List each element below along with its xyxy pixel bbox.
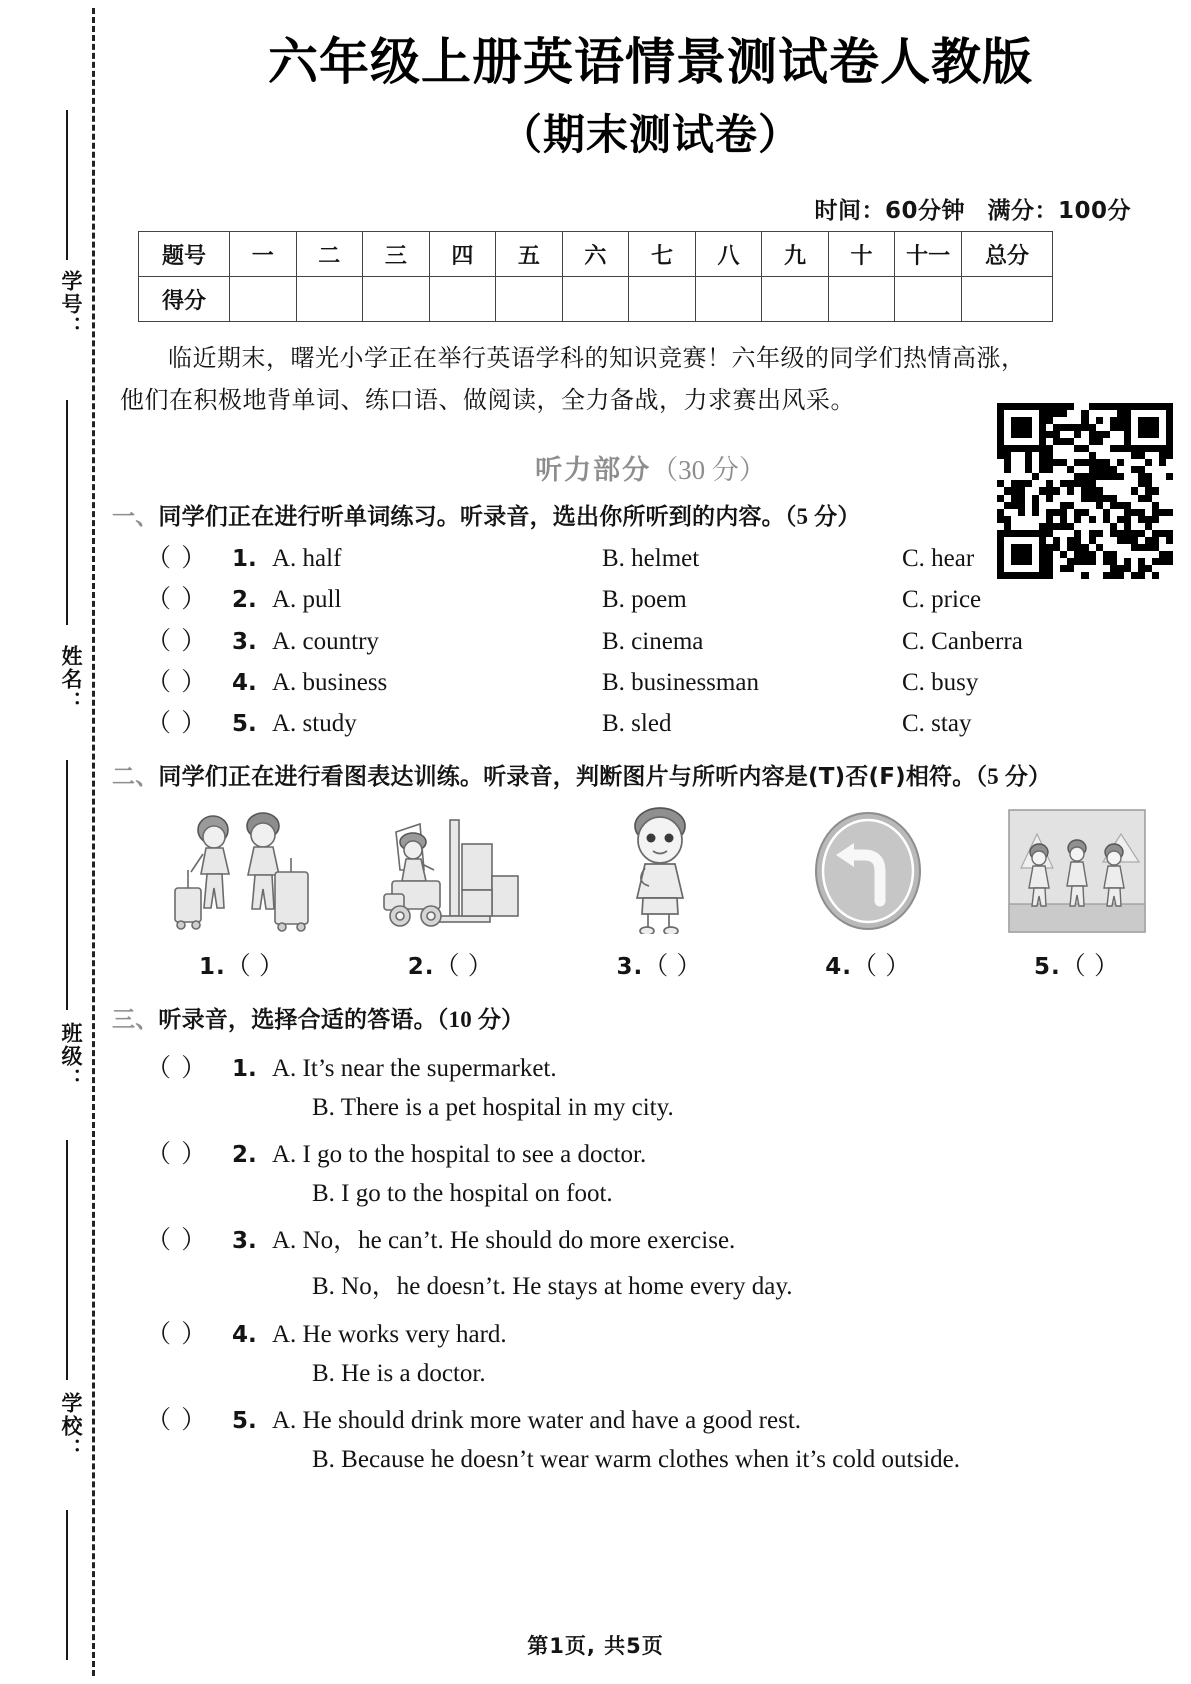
item-number: 1. [232,546,257,573]
option-a[interactable]: A. half [272,545,342,573]
picture-item-3 [580,804,740,982]
score-table-row-label-2: 得分 [139,277,230,322]
option-c[interactable]: C. busy [902,668,979,696]
question-2-header [112,761,1191,793]
time-and-score-line [110,192,1131,225]
score-cell-6[interactable] [562,277,629,322]
sidebar-label-class: 班级： [59,1022,83,1091]
list-item[interactable] [146,1134,1191,1170]
score-col-1: 一 [230,232,297,277]
score-table [138,231,1053,322]
option-a[interactable]: A. study [272,710,357,738]
picture-strip [162,804,1157,982]
answer-blank[interactable]: （ ） [146,1140,209,1168]
students-walking-icon [997,804,1157,934]
answer-blank[interactable]: （ ） [146,710,209,738]
turn-left-sign-icon [788,804,948,934]
seal-line-3 [66,760,68,1010]
option-b[interactable]: B. cinema [602,627,704,655]
option-a[interactable]: A. country [272,627,379,655]
item-number: 1. [198,953,226,980]
item-number: 5. [232,711,257,738]
score-col-2: 二 [296,232,363,277]
score-cell-9[interactable] [762,277,829,322]
item-number: 1. [232,1055,257,1082]
list-item[interactable] [146,1400,1191,1436]
list-item[interactable] [146,1314,1191,1350]
answer-blank[interactable]: （ ） [225,952,285,980]
full-score-label: 满分：100分 [987,198,1131,224]
option-b[interactable]: B. helmet [602,545,700,573]
page-title: 六年级上册英语情景测试卷人教版 [268,33,1033,91]
answer-blank[interactable]: （ ） [851,952,912,980]
option-c[interactable]: C. hear [902,545,975,573]
score-cell-2[interactable] [296,277,363,322]
score-col-4: 四 [429,232,496,277]
option-c[interactable]: C. stay [902,710,972,738]
list-item[interactable] [146,1048,1191,1084]
forklift-driver-icon [371,804,531,934]
score-cell-1[interactable] [230,277,297,322]
option-b[interactable]: B. poem [602,586,687,614]
students-with-luggage-icon [162,804,322,934]
score-cell-7[interactable] [629,277,696,322]
option-c[interactable]: C. Canberra [902,627,1023,655]
score-table-row-label-1: 题号 [139,232,230,277]
score-cell-11[interactable] [895,277,962,322]
picture-answer-3[interactable] [580,946,740,982]
answer-blank[interactable]: （ ） [146,1226,209,1254]
option-a[interactable]: A. I go to the hospital to see a doctor. [272,1140,647,1168]
question-1-number: 一、 [112,504,159,530]
option-b[interactable]: B. businessman [602,668,759,696]
picture-answer-2[interactable] [371,946,531,982]
question-3-header [112,1004,1191,1036]
answer-blank[interactable]: （ ） [146,1406,209,1434]
score-col-6: 六 [562,232,629,277]
score-col-total: 总分 [962,232,1053,277]
picture-answer-4[interactable] [788,946,948,982]
sidebar-label-name: 姓名： [59,645,83,714]
list-item[interactable] [146,1220,1191,1256]
item-number: 3. [616,953,644,980]
sidebar-label-school: 学校： [59,1392,83,1461]
picture-item-4 [788,804,948,982]
item-number: 3. [232,628,257,655]
answer-blank[interactable]: （ ） [434,952,494,980]
option-b[interactable]: B. sled [602,710,672,738]
page-subtitle: （期末测试卷） [499,110,801,159]
answer-blank[interactable]: （ ） [146,1054,209,1082]
answer-blank[interactable]: （ ） [1060,952,1120,980]
picture-item-1 [162,804,322,982]
binding-margin [0,0,110,1684]
option-a[interactable]: A. pull [272,586,342,614]
score-col-5: 五 [496,232,563,277]
option-a[interactable]: A. It’s near the supermarket. [272,1054,557,1082]
question-1-text: 同学们正在进行听单词练习。听录音，选出你所听到的内容。 [158,504,785,530]
answer-blank[interactable]: （ ） [146,586,209,614]
listening-section-points: （30 分） [651,455,766,485]
option-b[interactable]: B. He is a doctor. [312,1359,486,1387]
score-cell-10[interactable] [828,277,895,322]
list-item[interactable] [146,626,1191,657]
list-item[interactable] [146,667,1191,698]
picture-item-2 [371,804,531,982]
answer-blank[interactable]: （ ） [146,545,209,573]
item-number: 4. [232,669,257,696]
score-col-9: 九 [762,232,829,277]
item-number: 4. [825,953,852,980]
question-3-points: （10 分） [436,1006,525,1032]
answer-blank[interactable]: （ ） [643,952,703,980]
score-col-8: 八 [695,232,762,277]
answer-blank[interactable]: （ ） [146,668,209,696]
item-number: 3. [232,1227,257,1254]
seal-line-1 [66,110,68,260]
seal-column [44,0,90,1684]
question-2-text: 同学们正在进行看图表达训练。听录音，判断图片与所听内容是(T)否(F)相符。 [158,764,976,791]
option-a[interactable]: A. He should drink more water and have a good rest. [272,1406,802,1434]
time-limit-label: 时间：60分钟 [814,198,965,224]
item-number: 2. [232,1141,257,1168]
score-col-7: 七 [629,232,696,277]
exam-page [110,0,1191,1684]
dashed-fold-line [92,8,95,1676]
picture-answer-5[interactable] [997,946,1157,982]
qr-code-icon [997,403,1173,579]
item-number: 5. [1033,953,1061,980]
picture-answer-1[interactable] [162,946,322,982]
score-cell-8[interactable] [695,277,762,322]
score-cell-total[interactable] [962,277,1053,322]
page-footer: 第1页, 共5页 [527,1634,664,1658]
sidebar-label-student-id: 学号： [59,270,83,339]
answer-blank[interactable]: （ ） [146,627,209,655]
thinking-boy-icon [580,804,740,934]
item-number: 4. [232,1321,257,1348]
question-3-text: 听录音，选择合适的答语。 [158,1006,437,1033]
picture-item-5 [997,804,1157,982]
item-number: 2. [407,953,435,980]
item-number: 5. [232,1407,257,1434]
score-cell-4[interactable] [429,277,496,322]
list-item[interactable] [146,708,1191,739]
option-b[interactable]: B. I go to the hospital on foot. [312,1179,613,1207]
option-b[interactable]: B. Because he doesn’t wear warm clothes when it’s cold outside. [312,1445,960,1473]
option-b[interactable]: B. No，he doesn’t. He stays at home every day. [312,1272,793,1300]
option-c[interactable]: C. price [902,586,982,614]
option-a[interactable]: A. He works very hard. [272,1320,507,1348]
option-b[interactable]: B. There is a pet hospital in my city. [312,1093,674,1121]
table-row-score [139,277,1053,322]
intro-line-1: 临近期末，曙光小学正在举行英语学科的知识竞赛！六年级的同学们热情高涨， [168,346,1026,372]
listening-section-title: 听力部分 [535,455,652,486]
item-number: 2. [232,587,257,614]
question-3-number: 三、 [112,1006,159,1033]
answer-blank[interactable]: （ ） [146,1320,209,1348]
question-2-number: 二、 [112,764,159,791]
intro-line-2: 他们在积极地背单词、练口语、做阅读，全力备战，力求赛出风采。 [120,388,855,414]
table-row-header [139,232,1053,277]
seal-line-2 [66,400,68,625]
option-a[interactable]: A. No，he can’t. He should do more exercise. [272,1226,736,1254]
seal-line-4 [66,1140,68,1380]
question-1-points: （5 分） [784,504,861,529]
score-col-3: 三 [363,232,430,277]
score-col-11: 十一 [895,232,962,277]
score-col-10: 十 [828,232,895,277]
question-2-points: （5 分） [975,764,1052,790]
score-cell-3[interactable] [363,277,430,322]
list-item[interactable] [146,584,1191,615]
score-cell-5[interactable] [496,277,563,322]
option-a[interactable]: A. business [272,668,388,696]
